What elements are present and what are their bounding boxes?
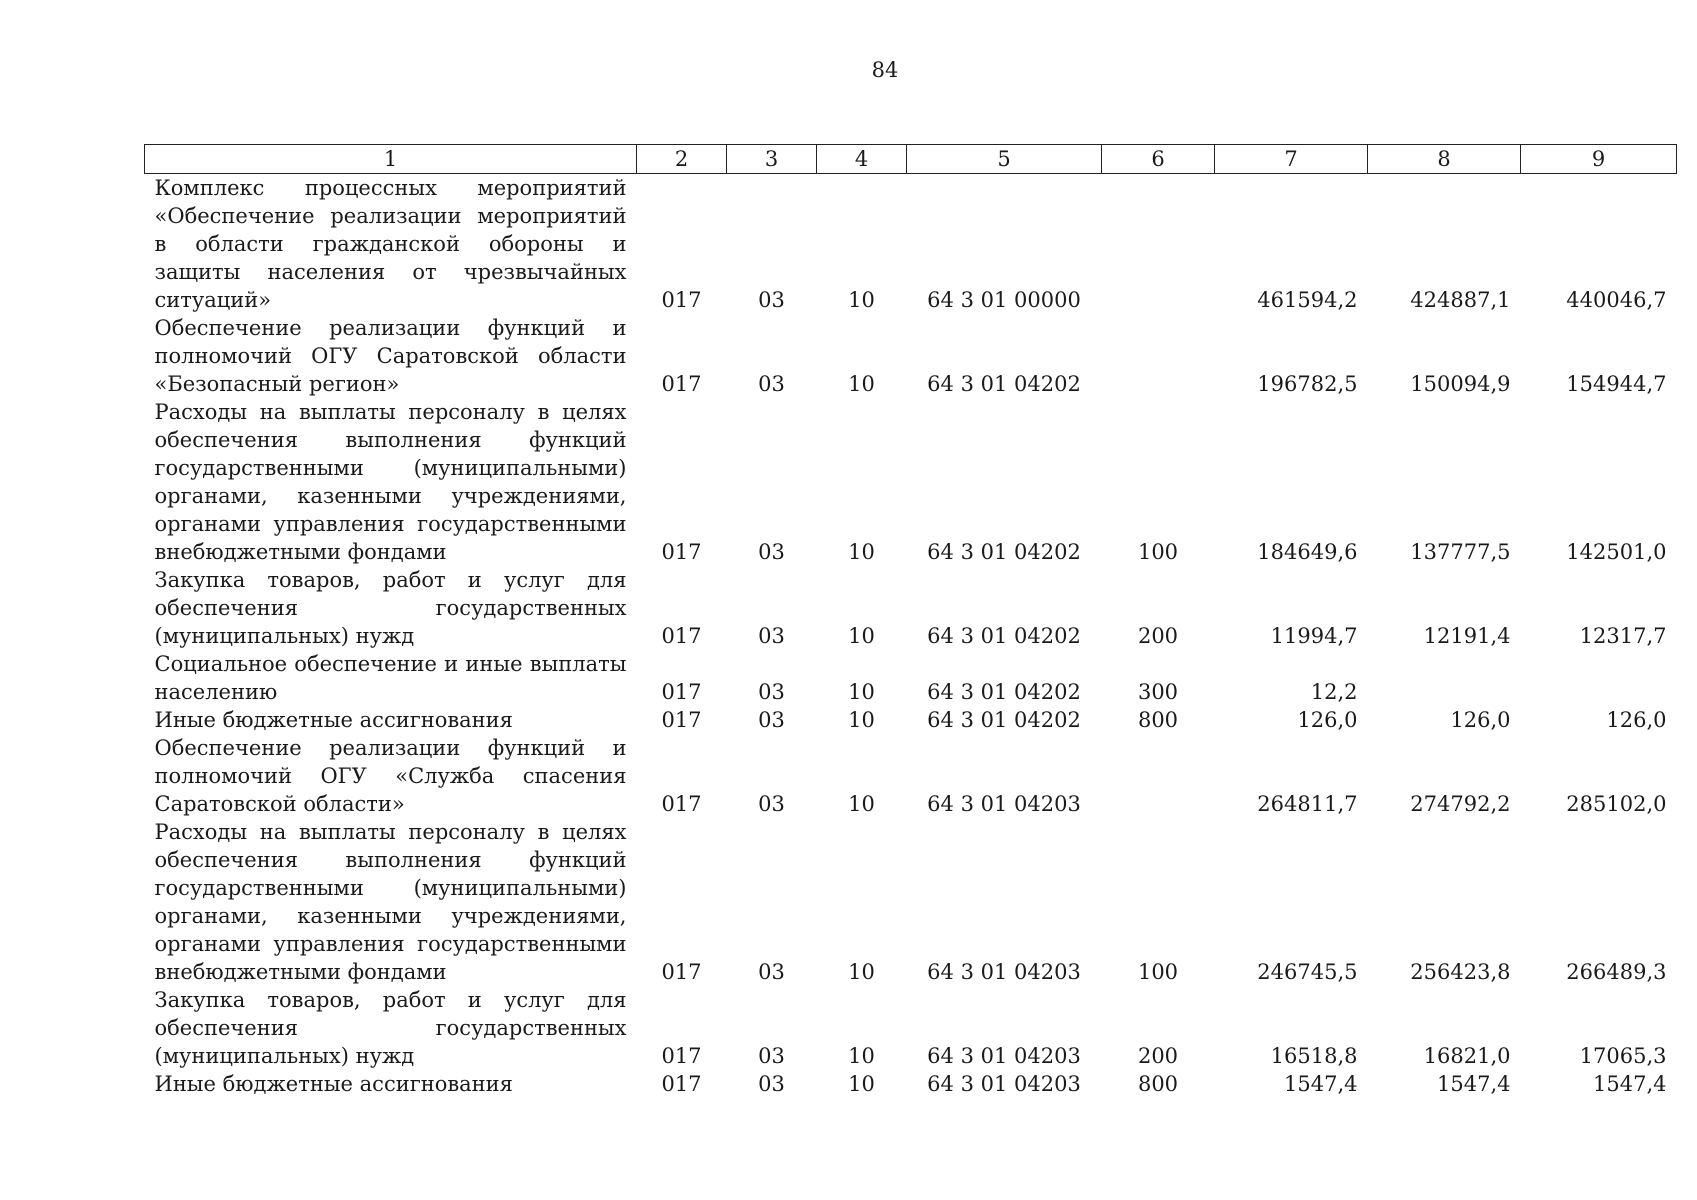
row-target-article: 64 3 01 04202 bbox=[927, 708, 1081, 732]
row-amount-7: 11994,7 bbox=[1270, 624, 1358, 648]
row-target-article: 64 3 01 00000 bbox=[927, 288, 1081, 312]
row-amount-9: 17065,3 bbox=[1579, 1044, 1667, 1068]
row-ministry-code: 017 bbox=[661, 624, 702, 648]
header-col-9: 9 bbox=[1521, 145, 1677, 174]
table-row bbox=[145, 818, 1677, 986]
row-amount-9 bbox=[1521, 650, 1677, 706]
row-expense-type: 100 bbox=[1137, 960, 1179, 984]
row-amount-7: 1547,4 bbox=[1284, 1072, 1358, 1096]
header-col-2: 2 bbox=[637, 145, 727, 174]
row-name: Иные бюджетные ассигнования bbox=[154, 708, 513, 732]
row-expense-type: 100 bbox=[1137, 540, 1179, 564]
row-target-article: 64 3 01 04203 bbox=[927, 960, 1081, 984]
row-amount-9: 154944,7 bbox=[1566, 372, 1667, 396]
row-amount-8: 137777,5 bbox=[1410, 540, 1511, 564]
row-ministry-code: 017 bbox=[661, 288, 702, 312]
row-ministry-code: 017 bbox=[661, 1044, 702, 1068]
row-amount-8: 150094,9 bbox=[1410, 372, 1511, 396]
row-amount-7: 196782,5 bbox=[1257, 372, 1358, 396]
row-name: Обеспечение реализации функций и полномочий ОГУ «Служба спасения Саратовской области» bbox=[154, 736, 627, 816]
table-row bbox=[145, 398, 1677, 566]
row-subsection-code: 10 bbox=[848, 1044, 875, 1068]
header-col-7: 7 bbox=[1215, 145, 1368, 174]
header-col-4: 4 bbox=[817, 145, 907, 174]
row-name: Комплекс процессных мероприятий «Обеспечение реализации мероприятий в области гражданской обороны и защиты населения от чрезвычайных ситуаций» bbox=[154, 176, 627, 312]
row-amount-9: 1547,4 bbox=[1593, 1072, 1667, 1096]
row-amount-8: 424887,1 bbox=[1410, 288, 1511, 312]
row-name: Социальное обеспечение и иные выплаты населению bbox=[154, 652, 627, 704]
row-section-code: 03 bbox=[758, 372, 785, 396]
row-amount-9: 12317,7 bbox=[1579, 624, 1667, 648]
header-col-5: 5 bbox=[907, 145, 1102, 174]
header-row bbox=[145, 145, 1677, 174]
row-amount-7: 461594,2 bbox=[1257, 288, 1358, 312]
row-ministry-code: 017 bbox=[661, 372, 702, 396]
row-ministry-code: 017 bbox=[661, 540, 702, 564]
row-expense-type: 200 bbox=[1137, 624, 1179, 648]
row-section-code: 03 bbox=[758, 288, 785, 312]
row-amount-7: 246745,5 bbox=[1257, 960, 1358, 984]
row-name: Иные бюджетные ассигнования bbox=[154, 1072, 513, 1096]
row-subsection-code: 10 bbox=[848, 372, 875, 396]
row-section-code: 03 bbox=[758, 540, 785, 564]
row-subsection-code: 10 bbox=[848, 708, 875, 732]
page-number: 84 bbox=[871, 58, 899, 82]
row-amount-7: 12,2 bbox=[1310, 680, 1358, 704]
row-subsection-code: 10 bbox=[848, 540, 875, 564]
row-subsection-code: 10 bbox=[848, 792, 875, 816]
row-expense-type bbox=[1102, 734, 1215, 818]
row-amount-9: 142501,0 bbox=[1566, 540, 1667, 564]
row-target-article: 64 3 01 04203 bbox=[927, 1044, 1081, 1068]
row-amount-8: 274792,2 bbox=[1410, 792, 1511, 816]
row-subsection-code: 10 bbox=[848, 288, 875, 312]
row-section-code: 03 bbox=[758, 708, 785, 732]
row-target-article: 64 3 01 04202 bbox=[927, 540, 1081, 564]
budget-table bbox=[144, 144, 1677, 1098]
row-amount-7: 184649,6 bbox=[1257, 540, 1358, 564]
row-name: Расходы на выплаты персоналу в целях обеспечения выполнения функций государственными (муниципальными) органами, казенными учреждениями, органами управления государственными внебюджетными фондами bbox=[154, 820, 627, 984]
header-col-6: 6 bbox=[1102, 145, 1215, 174]
table-row bbox=[145, 174, 1677, 315]
row-name: Расходы на выплаты персоналу в целях обеспечения выполнения функций государственными (муниципальными) органами, казенными учреждениями, органами управления государственными внебюджетными фондами bbox=[154, 400, 627, 564]
row-amount-9: 266489,3 bbox=[1566, 960, 1667, 984]
row-target-article: 64 3 01 04203 bbox=[927, 792, 1081, 816]
row-target-article: 64 3 01 04202 bbox=[927, 372, 1081, 396]
row-subsection-code: 10 bbox=[848, 680, 875, 704]
row-section-code: 03 bbox=[758, 792, 785, 816]
table-body bbox=[145, 174, 1677, 1099]
row-expense-type: 800 bbox=[1137, 1072, 1179, 1096]
row-section-code: 03 bbox=[758, 960, 785, 984]
table-row bbox=[145, 706, 1677, 734]
table-row bbox=[145, 650, 1677, 706]
row-amount-8: 126,0 bbox=[1450, 708, 1511, 732]
row-section-code: 03 bbox=[758, 680, 785, 704]
row-amount-9: 285102,0 bbox=[1566, 792, 1667, 816]
row-subsection-code: 10 bbox=[848, 624, 875, 648]
row-subsection-code: 10 bbox=[848, 1072, 875, 1096]
row-section-code: 03 bbox=[758, 1044, 785, 1068]
row-ministry-code: 017 bbox=[661, 960, 702, 984]
row-expense-type: 800 bbox=[1137, 708, 1179, 732]
row-amount-7: 126,0 bbox=[1297, 708, 1358, 732]
row-ministry-code: 017 bbox=[661, 1072, 702, 1096]
row-amount-8: 12191,4 bbox=[1423, 624, 1511, 648]
row-amount-9: 440046,7 bbox=[1566, 288, 1667, 312]
row-name: Обеспечение реализации функций и полномочий ОГУ Саратовской области «Безопасный регион» bbox=[154, 316, 627, 396]
row-amount-9: 126,0 bbox=[1606, 708, 1667, 732]
table-row bbox=[145, 734, 1677, 818]
row-expense-type: 200 bbox=[1137, 1044, 1179, 1068]
header-col-1: 1 bbox=[145, 145, 637, 174]
row-amount-8: 256423,8 bbox=[1410, 960, 1511, 984]
row-amount-8: 1547,4 bbox=[1437, 1072, 1511, 1096]
row-expense-type bbox=[1102, 314, 1215, 398]
row-amount-7: 264811,7 bbox=[1257, 792, 1358, 816]
row-expense-type: 300 bbox=[1137, 680, 1179, 704]
row-target-article: 64 3 01 04202 bbox=[927, 624, 1081, 648]
row-section-code: 03 bbox=[758, 624, 785, 648]
table-row bbox=[145, 566, 1677, 650]
row-amount-8: 16821,0 bbox=[1423, 1044, 1511, 1068]
row-ministry-code: 017 bbox=[661, 680, 702, 704]
row-subsection-code: 10 bbox=[848, 960, 875, 984]
row-amount-7: 16518,8 bbox=[1270, 1044, 1358, 1068]
row-name: Закупка товаров, работ и услуг для обеспечения государственных (муниципальных) нужд bbox=[154, 988, 627, 1068]
table-row bbox=[145, 986, 1677, 1070]
row-expense-type bbox=[1102, 174, 1215, 315]
table-row bbox=[145, 314, 1677, 398]
row-target-article: 64 3 01 04202 bbox=[927, 680, 1081, 704]
header-col-8: 8 bbox=[1368, 145, 1521, 174]
row-target-article: 64 3 01 04203 bbox=[927, 1072, 1081, 1096]
row-ministry-code: 017 bbox=[661, 708, 702, 732]
row-ministry-code: 017 bbox=[661, 792, 702, 816]
table-row bbox=[145, 1070, 1677, 1098]
row-section-code: 03 bbox=[758, 1072, 785, 1096]
header-col-3: 3 bbox=[727, 145, 817, 174]
table-header bbox=[145, 145, 1677, 174]
row-name: Закупка товаров, работ и услуг для обеспечения государственных (муниципальных) нужд bbox=[154, 568, 627, 648]
row-amount-8 bbox=[1368, 650, 1521, 706]
